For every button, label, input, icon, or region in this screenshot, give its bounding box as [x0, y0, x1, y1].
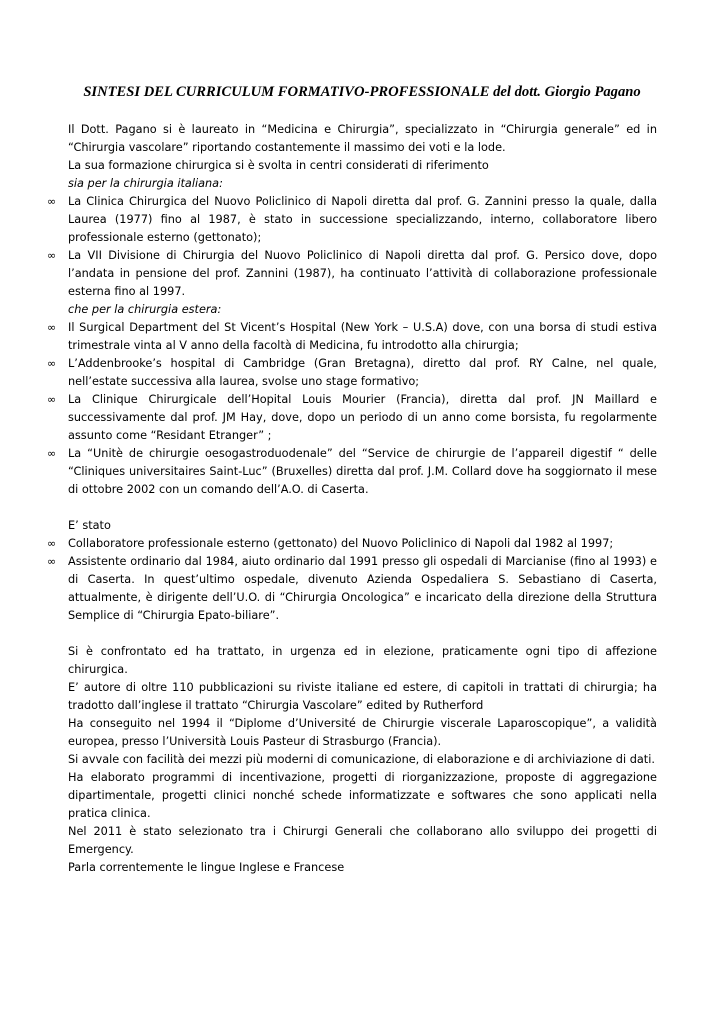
- list-item: [47, 553, 657, 625]
- bullet-icon: ∞: [47, 357, 57, 370]
- list-item: [47, 391, 657, 445]
- document-body: [47, 121, 657, 877]
- closing-paragraph: Nel 2011 è stato selezionato tra i Chirurgi Generali che collaborano allo sviluppo dei progetti di Emergency.: [68, 825, 657, 856]
- document-title: SINTESI DEL CURRICULUM FORMATIVO-PROFESSIONALE del dott. Giorgio Pagano: [83, 84, 641, 100]
- list-item: [47, 445, 657, 499]
- list-item-text: Collaboratore professionale esterno (gettonato) del Nuovo Policlinico di Napoli dal 1982 al 1997;: [68, 537, 614, 550]
- list-item: [47, 319, 657, 355]
- list-item-text: Il Surgical Department del St Vicent’s Hospital (New York – U.S.A) dove, con una borsa di studi estiva trimestrale vinta al V anno della facoltà di Medicina, fu introdotto alla chirurgia;: [68, 321, 657, 352]
- list-item-text: La Clinique Chirurgicale dell’Hopital Louis Mourier (Francia), diretta dal prof. JN Maillard e successivamente dal prof. JM Hay, dove, dopo un periodo di un anno come borsista, fu regolarmente assunto come “Residant Etranger” ;: [68, 393, 657, 442]
- list-item-text: La Clinica Chirurgica del Nuovo Policlinico di Napoli diretta dal prof. G. Zannini presso la quale, dalla Laurea (1977) fino al 1987, è stato in successione specializzando, interno, collaboratore libero professionale esterno (gettonato);: [68, 195, 657, 244]
- italy-heading: sia per la chirurgia italiana:: [68, 177, 223, 190]
- list-item-text: La “Unitè de chirurgie oesogastroduodenale” del “Service de chirurgie de l’appareil digestif “ delle “Cliniques universitaires Saint-Luc” (Bruxelles) diretta dal prof. J.M. Collard dove ha soggiornato il mese di ottobre 2002 con un comando dell’A.O. di Caserta.: [68, 447, 657, 496]
- closing-paragraph: Si avvale con facilità dei mezzi più moderni di comunicazione, di elaborazione e di archiviazione di dati.: [68, 753, 655, 766]
- closing-paragraph: Si è confrontato ed ha trattato, in urgenza ed in elezione, praticamente ogni tipo di affezione chirurgica.: [68, 645, 657, 676]
- list-item: [47, 193, 657, 247]
- closing-paragraph: E’ autore di oltre 110 pubblicazioni su riviste italiane ed estere, di capitoli in trattati di chirurgia; ha tradotto dall’inglese il trattato “Chirurgia Vascolare” edited by Rutherford: [68, 681, 657, 712]
- list-item-text: L’Addenbrooke’s hospital di Cambridge (Gran Bretagna), diretto dal prof. RY Calne, nel quale, nell’estate successiva alla laurea, svolse uno stage formativo;: [68, 357, 657, 388]
- stato-heading: E’ stato: [68, 519, 111, 532]
- bullet-icon: ∞: [47, 555, 57, 568]
- intro-paragraph: Il Dott. Pagano si è laureato in “Medicina e Chirurgia”, specializzato in “Chirurgia generale” ed in “Chirurgia vascolare” riportando costantemente il massimo dei voti e la lode.: [68, 123, 657, 154]
- abroad-heading: che per la chirurgia estera:: [68, 303, 222, 316]
- spacer: [68, 499, 657, 517]
- spacer: [68, 625, 657, 643]
- bullet-icon: ∞: [47, 321, 57, 334]
- closing-paragraph: Ha conseguito nel 1994 il “Diplome d’Université de Chirurgie viscerale Laparoscopique”, a validità europea, presso l’Università Louis Pasteur di Strasburgo (Francia).: [68, 717, 657, 748]
- list-item: [47, 535, 657, 553]
- list-item: [47, 247, 657, 301]
- list-item-text: Assistente ordinario dal 1984, aiuto ordinario dal 1991 presso gli ospedali di Marcianise (fino al 1993) e di Caserta. In quest’ultimo ospedale, divenuto Azienda Ospedaliera S. Sebastiano di Caserta, attualmente, è dirigente dell’U.O. di “Chirurgia Oncologica” e incaricato della direzione della Struttura Semplice di “Chirurgia Epato-biliare”.: [68, 555, 657, 622]
- closing-paragraph: Parla correntemente le lingue Inglese e Francese: [68, 861, 345, 874]
- bullet-icon: ∞: [47, 447, 57, 460]
- bullet-icon: ∞: [47, 393, 57, 406]
- intro-paragraph: La sua formazione chirurgica si è svolta in centri considerati di riferimento: [68, 159, 489, 172]
- bullet-icon: ∞: [47, 195, 57, 208]
- bullet-icon: ∞: [47, 249, 57, 262]
- closing-paragraph: Ha elaborato programmi di incentivazione, progetti di riorganizzazione, proposte di aggregazione dipartimentale, progetti clinici nonché schede informatizzate e softwares che sono applicati nella pratica clinica.: [68, 771, 657, 820]
- list-item: [47, 355, 657, 391]
- bullet-icon: ∞: [47, 537, 57, 550]
- list-item-text: La VII Divisione di Chirurgia del Nuovo Policlinico di Napoli diretta dal prof. G. Persico dove, dopo l’andata in pensione del prof. Zannini (1987), ha continuato l’attività di collaborazione professionale esterna fino al 1997.: [68, 249, 657, 298]
